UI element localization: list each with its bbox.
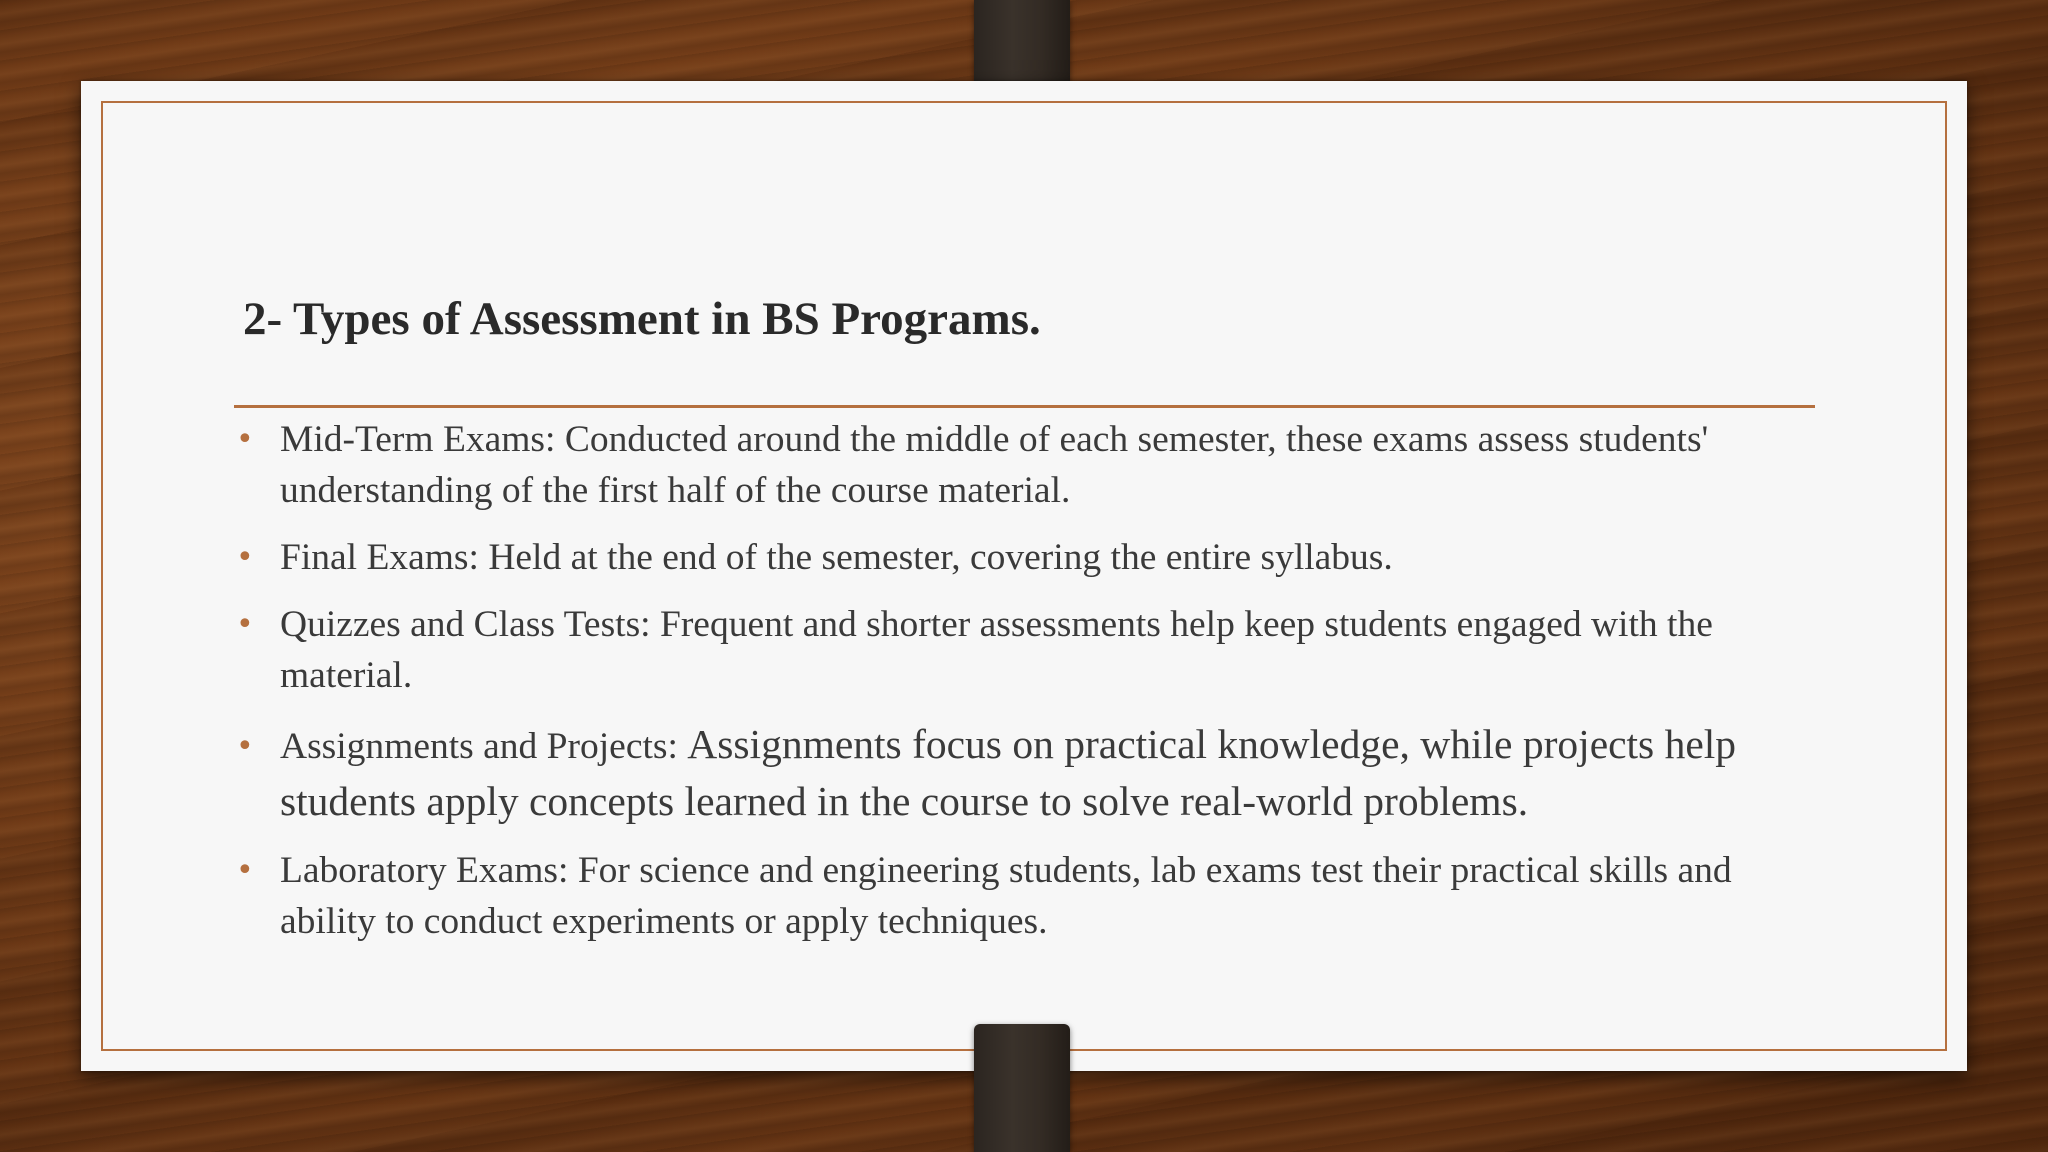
bullet-item-assignments (234, 717, 1814, 829)
bullet-item-laboratory (234, 845, 1814, 947)
title-divider (234, 405, 1815, 408)
bullet-dot-icon: • (236, 853, 254, 888)
bullet-item-final (234, 532, 1814, 583)
bullet-text: Quizzes and Class Tests: Frequent and shorter assessments help keep students engaged with the material. (280, 604, 1713, 696)
bullet-list (234, 414, 1814, 963)
bullet-text: Final Exams: Held at the end of the semester, covering the entire syllabus. (280, 537, 1393, 578)
slide-title: 2- Types of Assessment in BS Programs. (243, 293, 1041, 345)
bullet-text: Mid-Term Exams: Conducted around the middle of each semester, these exams assess students' understanding of the first half of the course material. (280, 419, 1709, 511)
bullet-item-quizzes (234, 599, 1814, 701)
bullet-item-midterm (234, 414, 1814, 516)
bullet-text: Laboratory Exams: For science and engineering students, lab exams test their practical skills and ability to conduct experiments or apply techniques. (280, 850, 1732, 942)
bullet-dot-icon: • (236, 540, 254, 575)
bullet-dot-icon: • (236, 607, 254, 642)
bottom-binder-strap (974, 1024, 1070, 1152)
bullet-dot-icon: • (236, 422, 254, 457)
bullet-text: Assignments focus on practical knowledge, while projects help students apply concepts learned in the course to solve real-world problems. (280, 721, 1737, 824)
bullet-lead-text: Assignments and Projects: (280, 726, 688, 767)
bullet-dot-icon: • (236, 729, 254, 764)
